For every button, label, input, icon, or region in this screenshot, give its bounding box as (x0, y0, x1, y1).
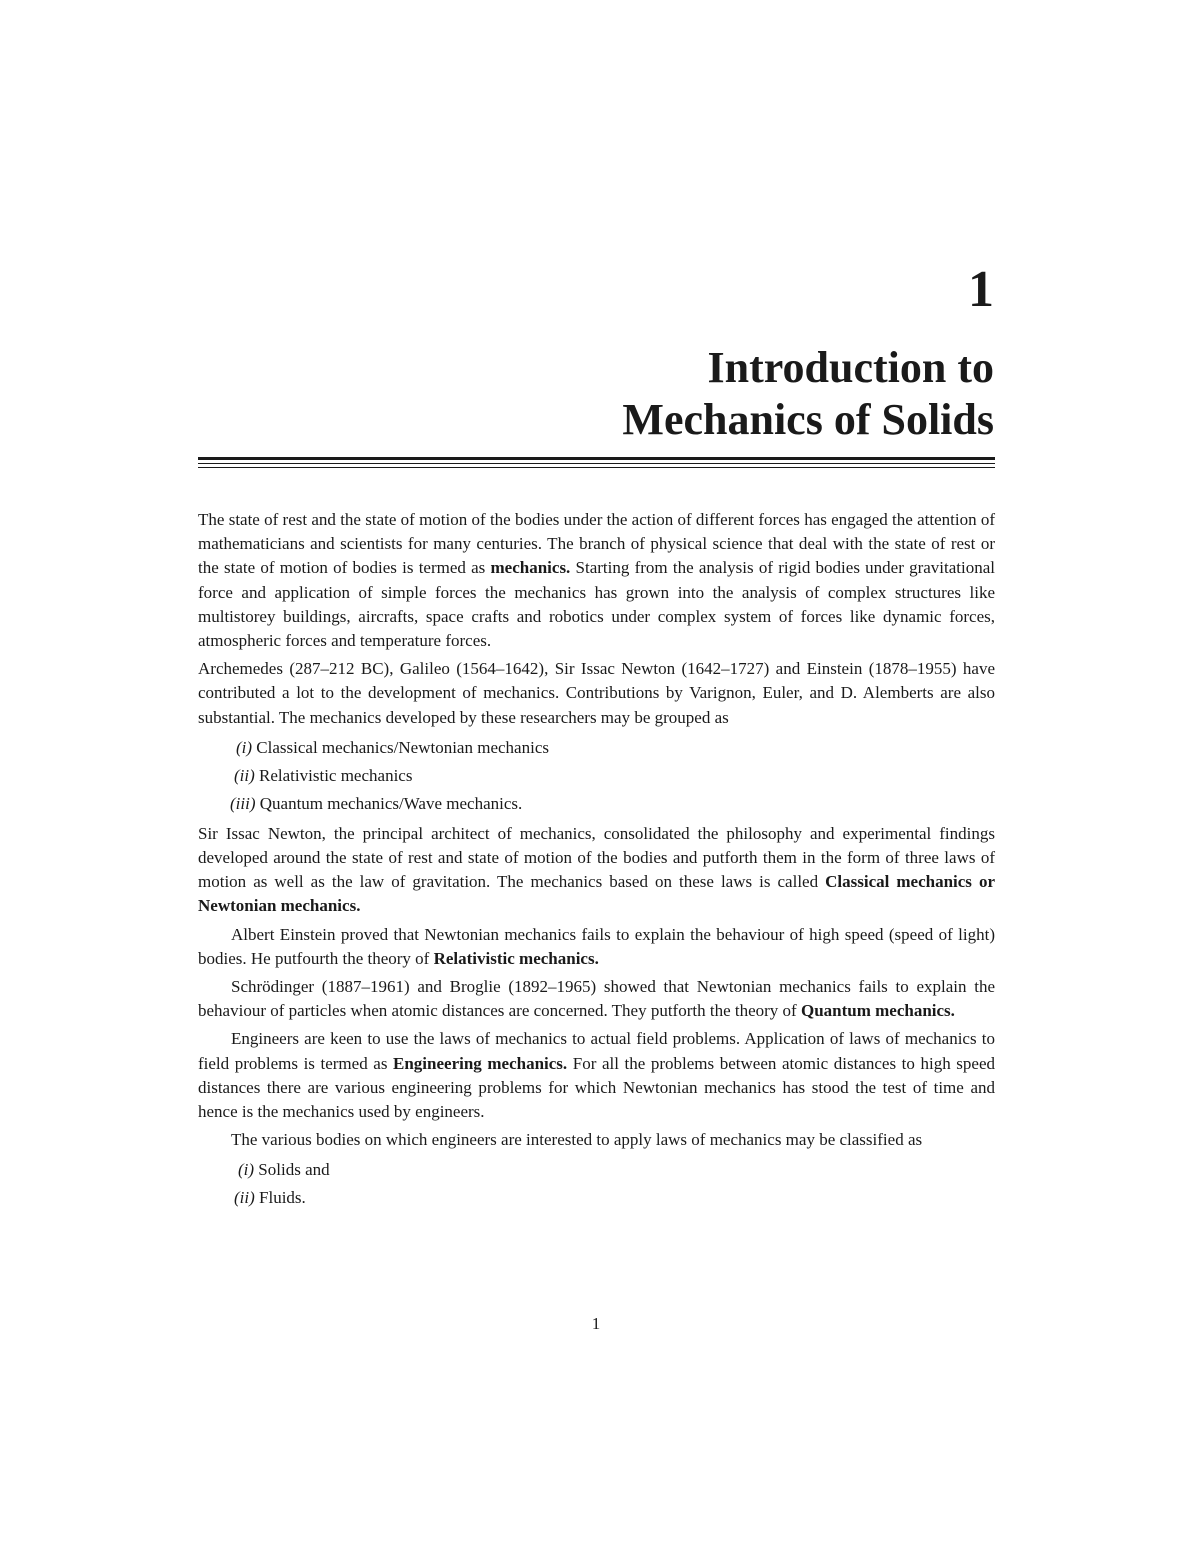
term-relativistic-mechanics: Relativistic mechanics. (433, 948, 599, 968)
paragraph-3-text: Sir Issac Newton, the principal architect of mechanics, consolidated the philosophy and experimental findings developed around the state of rest and state of motion of the bodies and putforth them in the form of three laws of motion as well as the law of gravitation. The mechanics based on these laws is called (198, 823, 995, 892)
paragraph-1-tail: Starting from the analysis of rigid bodies under gravitational force and application of simple forces the mechanics has grown into the analysis of complex structures like multistorey buildings, aircrafts, space crafts and robotics under complex system of forces like dynamic forces, atmospheric forces and temperature forces. (198, 558, 996, 651)
paragraph-7 (198, 1128, 995, 1152)
list-item-text: Classical mechanics/Newtonian mechanics (252, 737, 549, 757)
paragraph-7-text: The various bodies on which engineers are interested to apply laws of mechanics may be classified as (231, 1130, 923, 1150)
list-item-number: (i) (238, 1160, 255, 1180)
mechanics-types-list (198, 734, 995, 818)
paragraph-2-text: Archemedes (287–212 BC), Galileo (1564–1642), Sir Issac Newton (1642–1727) and Einstein (1878–1955) have contributed a lot to the development of mechanics. Contributions by Varignon, Euler, and D. Alemberts are also substantial. The mechanics developed by these researchers may be grouped as (198, 659, 995, 727)
paragraph-5 (198, 975, 995, 1023)
chapter-title (622, 342, 994, 446)
paragraph-6 (198, 1027, 995, 1124)
list-item (198, 762, 995, 790)
list-item-text: Solids and (254, 1160, 330, 1180)
paragraph-5-text: Schrödinger (1887–1961) and Broglie (1892–1965) showed that Newtonian mechanics fails to explain the behaviour of particles when atomic distances are concerned. They putforth the theory of (198, 977, 995, 1021)
list-item-number: (ii) (234, 1188, 255, 1208)
term-mechanics: mechanics. (490, 558, 571, 578)
chapter-title-line-1: Introduction to (707, 343, 994, 392)
paragraph-6-text: Engineers are keen to use the laws of mechanics to actual field problems. Application of laws of mechanics to field problems is termed as (198, 1029, 995, 1073)
title-rule-thick (198, 457, 995, 460)
list-item (198, 1184, 995, 1212)
list-item-text: Relativistic mechanics (254, 765, 413, 785)
paragraph-4-text: Albert Einstein proved that Newtonian mechanics fails to explain the behaviour of high speed (speed of light) bodies. He putfourth the theory of (198, 924, 995, 968)
body-types-list (198, 1156, 995, 1212)
title-rule-thin-2 (198, 467, 995, 468)
paragraph-1 (198, 508, 995, 653)
term-engineering-mechanics: Engineering mechanics. (393, 1053, 568, 1073)
list-item (198, 1156, 995, 1184)
paragraph-2 (198, 657, 995, 730)
list-item-number: (iii) (230, 793, 256, 813)
paragraph-6-tail: For all the problems between atomic distances to high speed distances there are various engineering problems for which Newtonian mechanics has stood the test of time and hence is the mechanics used by engineers. (198, 1053, 995, 1122)
paragraph-4 (198, 923, 995, 971)
list-item-number: (ii) (234, 765, 255, 785)
list-item-text: Quantum mechanics/Wave mechanics. (255, 793, 523, 813)
list-item (198, 790, 995, 818)
paragraph-1-text: The state of rest and the state of motion of the bodies under the action of different forces has engaged the attention of mathematicians and scientists for many centuries. The branch of physical science that deal with the state of rest or the state of motion of bodies is termed as (198, 510, 995, 578)
list-item (198, 734, 995, 762)
chapter-number: 1 (968, 261, 994, 318)
chapter-body (198, 508, 995, 1216)
list-item-text: Fluids. (254, 1188, 306, 1208)
title-rule-thin-1 (198, 463, 995, 464)
paragraph-3 (198, 822, 995, 919)
page-number: 1 (591, 1314, 601, 1333)
term-classical-mechanics: Classical mechanics or Newtonian mechanics. (198, 872, 995, 916)
chapter-title-line-2: Mechanics of Solids (622, 395, 994, 444)
term-quantum-mechanics: Quantum mechanics. (800, 1001, 955, 1021)
list-item-number: (i) (236, 737, 253, 757)
